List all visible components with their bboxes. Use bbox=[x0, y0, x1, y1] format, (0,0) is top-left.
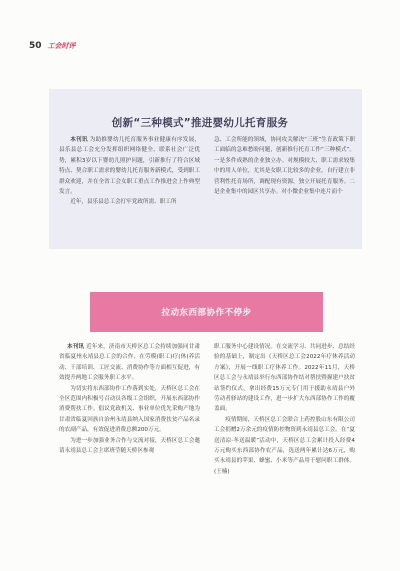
section-name: 工会时评 bbox=[47, 42, 76, 50]
page-number: 50 bbox=[29, 41, 42, 51]
article1-paragraph: 近年，县乐县总工会打牢党政所需、职工所 bbox=[70, 199, 177, 206]
article2-col1 bbox=[59, 342, 200, 477]
article1-lead: 本刊讯 bbox=[70, 137, 88, 143]
article2-paragraph: 职工服务中心建设情况。在交流学习、共同进步、总结经验的基础上，制定出《天桥区总工会2022年疗休养活动方案》，开展一线职工疗休养工作。2022年11月，天桥区总工会与永靖县举行东西部协作结对帮扶暨握建户扶贫站签约仪式，拿出经费15万元专门用于援助永靖县户外劳动者驿站的建设工作，进一步扩大东西部协作工作的覆盖面。 bbox=[214, 344, 355, 413]
article1-paragraph-text: 为助推婴幼儿托育服务事业健康有序发展，县乐县总工会充分发挥组织网络健全、联系社会广泛优势，累积3岁以下婴幼儿照护问题，引新推行了符合区域特点、契合职工需求的婴幼儿托育服务新模式，受到职工群众欢迎，并在全省工会女职工重点工作推进会上作典型发言。 bbox=[59, 137, 200, 196]
article1-body bbox=[59, 135, 355, 208]
article1-paragraph: 急、工会所能的领域，协同攻关解决“三班”生育政策下职工面临的急难愁盼问题，创新推行托育工作“三种模式”。一是多件成熟的企业独立办。对规模较大、职工需求较集中的用人单位，尤其是女职工比较多的企业，自行建立非营利性托育场所，调配现有资源，独立开展托育服务。二是企业集中的园区共享办。对小微企业集中连片而个 bbox=[214, 137, 355, 196]
article2-lead: 本刊讯 bbox=[67, 344, 85, 350]
article1-title: 创新“三种模式”推进婴幼儿托育服务 bbox=[111, 117, 289, 129]
article2-paragraph: 为切实将东西部协作工作落到实处，天桥区总工会在全区范围内积极号召动员各级工会组织，开展东西部协作消费帮扶工作。倡议党政机关、事业单位优先采购产地为甘肃省临夏回族自治州永靖县纳入国家消费扶贫产品名录的农副产品，有效促进消费总额200万元。 bbox=[59, 385, 200, 434]
article1-paragraph bbox=[59, 135, 200, 197]
article2-col2 bbox=[214, 342, 355, 477]
article1-col2 bbox=[214, 135, 355, 208]
article2-paragraph-text: 近年来，济南市天桥区总工会持续加强同甘肃省临夏州永靖县总工会的合作，在劳模(职工)疗(休)养活动、干部培训、工匠交流、消费协作等方面相互促进，有效提升两地工会服务职工水平。 bbox=[59, 344, 200, 382]
article2-paragraph: 疫情期间，天桥区总工会联合上药控股山东有限公司工会捐赠2万余元的疫情防控物资到永靖县总工会。在“夏送清凉·冬送温暖”活动中，天桥区总工会累计投入经费4万元购买东西部协作农产品，选送两年累计达6万元，购买永靖县的苹果、蜂蜜、小米等产品用于慰问职工群体。(王楠) bbox=[214, 416, 355, 475]
article2-paragraph: 为进一步加强业务合作与交流对接，天桥区总工会邀请永靖县总工会主席班莹随天桥区参观 bbox=[59, 437, 200, 455]
article1-col1 bbox=[59, 135, 200, 208]
article2-title: 拉动东西部协作不停步 bbox=[161, 308, 252, 318]
article2-body bbox=[59, 342, 355, 477]
article2-paragraph bbox=[59, 342, 200, 384]
page-header bbox=[29, 41, 76, 51]
